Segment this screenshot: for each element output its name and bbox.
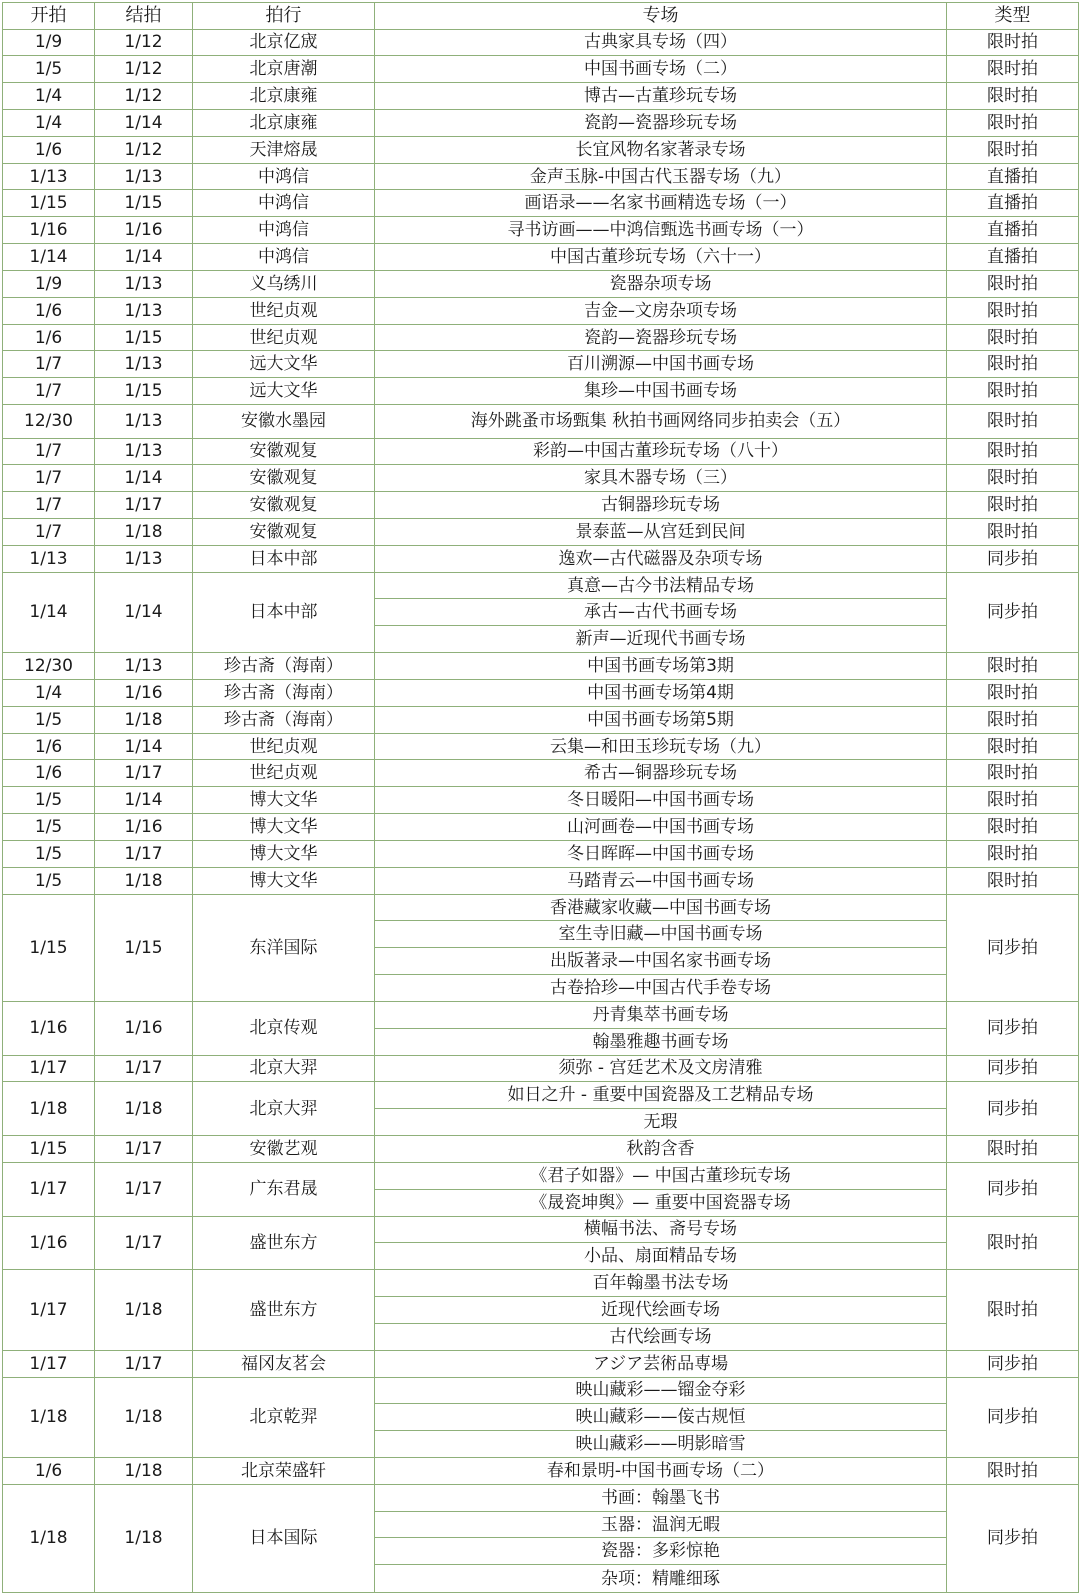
table-row	[3, 465, 1079, 492]
start-date-cell: 1/13	[3, 545, 95, 572]
end-date-cell: 1/14	[95, 465, 193, 492]
session-cell: 百川溯源—中国书画专场	[375, 351, 947, 378]
session-cell: 杂项：精雕细琢	[375, 1565, 947, 1593]
table-row	[3, 351, 1079, 378]
table-row	[3, 814, 1079, 841]
header-end: 结拍	[95, 3, 193, 30]
auction-house-cell: 福冈友茗会	[193, 1350, 375, 1377]
end-date-cell: 1/12	[95, 56, 193, 83]
table-row	[3, 324, 1079, 351]
session-cell: 映山藏彩——镏金夺彩	[375, 1377, 947, 1404]
start-date-cell: 1/16	[3, 1001, 95, 1055]
auction-house-cell: 安徽观复	[193, 519, 375, 546]
end-date-cell: 1/17	[95, 1216, 193, 1270]
end-date-cell: 1/17	[95, 492, 193, 519]
auction-type-cell: 限时拍	[947, 760, 1079, 787]
table-row	[3, 29, 1079, 56]
end-date-cell: 1/15	[95, 894, 193, 1001]
start-date-cell: 1/15	[3, 190, 95, 217]
auction-type-cell: 直播拍	[947, 244, 1079, 271]
auction-house-cell: 安徽艺观	[193, 1136, 375, 1163]
auction-house-cell: 安徽观复	[193, 492, 375, 519]
start-date-cell: 1/7	[3, 378, 95, 405]
session-cell: 真意—古今书法精品专场	[375, 572, 947, 599]
auction-type-cell: 限时拍	[947, 297, 1079, 324]
auction-type-cell: 同步拍	[947, 1162, 1079, 1216]
session-cell: 瓷器杂项专场	[375, 270, 947, 297]
table-row	[3, 653, 1079, 680]
auction-type-cell: 同步拍	[947, 1377, 1079, 1457]
session-cell: 丹青集萃书画专场	[375, 1001, 947, 1028]
session-cell: 室生寺旧藏—中国书画专场	[375, 921, 947, 948]
session-cell: 逸欢—古代磁器及杂项专场	[375, 545, 947, 572]
start-date-cell: 1/5	[3, 867, 95, 894]
auction-type-cell: 同步拍	[947, 545, 1079, 572]
session-cell: アジア芸術品専場	[375, 1350, 947, 1377]
end-date-cell: 1/15	[95, 324, 193, 351]
auction-type-cell: 同步拍	[947, 1055, 1079, 1082]
auction-house-cell: 博大文华	[193, 787, 375, 814]
auction-type-cell: 限时拍	[947, 83, 1079, 110]
start-date-cell: 1/18	[3, 1377, 95, 1457]
start-date-cell: 1/17	[3, 1055, 95, 1082]
session-cell: 长宜风物名家著录专场	[375, 136, 947, 163]
session-cell: 古典家具专场（四）	[375, 29, 947, 56]
auction-type-cell: 限时拍	[947, 29, 1079, 56]
header-start: 开拍	[3, 3, 95, 30]
session-cell: 冬日晖晖—中国书画专场	[375, 840, 947, 867]
start-date-cell: 1/14	[3, 244, 95, 271]
auction-house-cell: 安徽观复	[193, 465, 375, 492]
auction-type-cell: 限时拍	[947, 56, 1079, 83]
table-row	[3, 545, 1079, 572]
start-date-cell: 1/5	[3, 840, 95, 867]
session-cell: 映山藏彩——侫古规恒	[375, 1404, 947, 1431]
table-row	[3, 405, 1079, 438]
auction-type-cell: 限时拍	[947, 324, 1079, 351]
end-date-cell: 1/17	[95, 1162, 193, 1216]
start-date-cell: 1/6	[3, 297, 95, 324]
session-cell: 马踏青云—中国书画专场	[375, 867, 947, 894]
table-row	[3, 1136, 1079, 1163]
auction-house-cell: 博大文华	[193, 814, 375, 841]
session-cell: 中国书画专场（二）	[375, 56, 947, 83]
auction-house-cell: 日本中部	[193, 545, 375, 572]
start-date-cell: 1/7	[3, 492, 95, 519]
auction-type-cell: 限时拍	[947, 351, 1079, 378]
auction-house-cell: 日本国际	[193, 1484, 375, 1592]
end-date-cell: 1/15	[95, 190, 193, 217]
table-row	[3, 438, 1079, 465]
auction-house-cell: 北京大羿	[193, 1082, 375, 1136]
end-date-cell: 1/16	[95, 679, 193, 706]
end-date-cell: 1/16	[95, 1001, 193, 1055]
table-row	[3, 894, 1079, 921]
auction-house-cell: 珍古斋（海南）	[193, 679, 375, 706]
end-date-cell: 1/14	[95, 733, 193, 760]
table-row	[3, 492, 1079, 519]
auction-house-cell: 北京唐潮	[193, 56, 375, 83]
session-cell: 博古—古董珍玩专场	[375, 83, 947, 110]
end-date-cell: 1/14	[95, 109, 193, 136]
session-cell: 吉金—文房杂项专场	[375, 297, 947, 324]
auction-type-cell: 限时拍	[947, 679, 1079, 706]
end-date-cell: 1/17	[95, 840, 193, 867]
end-date-cell: 1/14	[95, 244, 193, 271]
start-date-cell: 1/17	[3, 1270, 95, 1350]
session-cell: 云集—和田玉珍玩专场（九）	[375, 733, 947, 760]
start-date-cell: 1/5	[3, 56, 95, 83]
start-date-cell: 1/14	[3, 572, 95, 652]
end-date-cell: 1/18	[95, 1484, 193, 1592]
session-cell: 中国书画专场第4期	[375, 679, 947, 706]
session-cell: 《晟瓷坤舆》— 重要中国瓷器专场	[375, 1189, 947, 1216]
table-row	[3, 840, 1079, 867]
session-cell: 出版著录—中国名家书画专场	[375, 948, 947, 975]
start-date-cell: 1/6	[3, 1457, 95, 1484]
table-row	[3, 679, 1079, 706]
auction-type-cell: 限时拍	[947, 867, 1079, 894]
end-date-cell: 1/13	[95, 438, 193, 465]
session-cell: 承古—古代书画专场	[375, 599, 947, 626]
session-cell: 集珍—中国书画专场	[375, 378, 947, 405]
end-date-cell: 1/12	[95, 136, 193, 163]
auction-type-cell: 同步拍	[947, 894, 1079, 1001]
session-cell: 瓷韵—瓷器珍玩专场	[375, 109, 947, 136]
start-date-cell: 1/9	[3, 29, 95, 56]
auction-type-cell: 限时拍	[947, 519, 1079, 546]
end-date-cell: 1/17	[95, 1055, 193, 1082]
session-cell: 古卷拾珍—中国古代手卷专场	[375, 975, 947, 1002]
session-cell: 玉器：温润无暇	[375, 1511, 947, 1538]
end-date-cell: 1/13	[95, 405, 193, 438]
end-date-cell: 1/13	[95, 545, 193, 572]
table-row	[3, 1350, 1079, 1377]
auction-house-cell: 盛世东方	[193, 1216, 375, 1270]
session-cell: 百年翰墨书法专场	[375, 1270, 947, 1297]
end-date-cell: 1/14	[95, 572, 193, 652]
session-cell: 彩韵—中国古董珍玩专场（八十）	[375, 438, 947, 465]
start-date-cell: 1/15	[3, 1136, 95, 1163]
session-cell: 瓷韵—瓷器珍玩专场	[375, 324, 947, 351]
session-cell: 金声玉脉-中国古代玉器专场（九）	[375, 163, 947, 190]
end-date-cell: 1/16	[95, 217, 193, 244]
auction-type-cell: 限时拍	[947, 136, 1079, 163]
start-date-cell: 1/16	[3, 1216, 95, 1270]
table-row	[3, 56, 1079, 83]
session-cell: 《君子如器》— 中国古董珍玩专场	[375, 1162, 947, 1189]
session-cell: 中国书画专场第3期	[375, 653, 947, 680]
session-cell: 瓷器：多彩惊艳	[375, 1538, 947, 1565]
session-cell: 翰墨雅趣书画专场	[375, 1028, 947, 1055]
auction-type-cell: 限时拍	[947, 840, 1079, 867]
table-row	[3, 572, 1079, 599]
session-cell: 希古—铜器珍玩专场	[375, 760, 947, 787]
header-row	[3, 3, 1079, 30]
end-date-cell: 1/14	[95, 787, 193, 814]
table-row	[3, 244, 1079, 271]
auction-type-cell: 直播拍	[947, 217, 1079, 244]
auction-type-cell: 直播拍	[947, 190, 1079, 217]
auction-house-cell: 北京亿宬	[193, 29, 375, 56]
table-row	[3, 217, 1079, 244]
table-row	[3, 297, 1079, 324]
end-date-cell: 1/18	[95, 1457, 193, 1484]
auction-type-cell: 限时拍	[947, 1216, 1079, 1270]
session-cell: 冬日暖阳—中国书画专场	[375, 787, 947, 814]
start-date-cell: 1/15	[3, 894, 95, 1001]
auction-type-cell: 限时拍	[947, 653, 1079, 680]
start-date-cell: 12/30	[3, 405, 95, 438]
auction-type-cell: 限时拍	[947, 1270, 1079, 1350]
session-cell: 中国古董珍玩专场（六十一）	[375, 244, 947, 271]
auction-house-cell: 中鸿信	[193, 217, 375, 244]
auction-type-cell: 限时拍	[947, 405, 1079, 438]
auction-type-cell: 限时拍	[947, 706, 1079, 733]
auction-type-cell: 同步拍	[947, 1001, 1079, 1055]
auction-house-cell: 中鸿信	[193, 244, 375, 271]
end-date-cell: 1/13	[95, 351, 193, 378]
end-date-cell: 1/15	[95, 378, 193, 405]
table-row	[3, 1055, 1079, 1082]
end-date-cell: 1/18	[95, 1270, 193, 1350]
auction-house-cell: 远大文华	[193, 351, 375, 378]
start-date-cell: 1/17	[3, 1162, 95, 1216]
table-row	[3, 270, 1079, 297]
end-date-cell: 1/13	[95, 653, 193, 680]
auction-house-cell: 广东君晟	[193, 1162, 375, 1216]
session-cell: 无瑕	[375, 1109, 947, 1136]
auction-house-cell: 世纪贞观	[193, 760, 375, 787]
auction-house-cell: 安徽观复	[193, 438, 375, 465]
session-cell: 新声—近现代书画专场	[375, 626, 947, 653]
table-row	[3, 519, 1079, 546]
start-date-cell: 1/5	[3, 814, 95, 841]
table-row	[3, 1162, 1079, 1189]
table-row	[3, 136, 1079, 163]
auction-type-cell: 限时拍	[947, 438, 1079, 465]
auction-house-cell: 义乌绣川	[193, 270, 375, 297]
end-date-cell: 1/18	[95, 1377, 193, 1457]
auction-type-cell: 限时拍	[947, 270, 1079, 297]
start-date-cell: 1/17	[3, 1350, 95, 1377]
auction-house-cell: 世纪贞观	[193, 733, 375, 760]
table-row	[3, 760, 1079, 787]
auction-type-cell: 限时拍	[947, 465, 1079, 492]
start-date-cell: 1/16	[3, 217, 95, 244]
session-cell: 山河画卷—中国书画专场	[375, 814, 947, 841]
table-row	[3, 787, 1079, 814]
table-row	[3, 1377, 1079, 1404]
auction-house-cell: 中鸿信	[193, 190, 375, 217]
session-cell: 春和景明-中国书画专场（二）	[375, 1457, 947, 1484]
table-row	[3, 733, 1079, 760]
auction-type-cell: 限时拍	[947, 492, 1079, 519]
end-date-cell: 1/16	[95, 814, 193, 841]
session-cell: 须弥 - 宫廷艺术及文房清雅	[375, 1055, 947, 1082]
session-cell: 家具木器专场（三）	[375, 465, 947, 492]
auction-type-cell: 限时拍	[947, 1457, 1079, 1484]
auction-type-cell: 限时拍	[947, 378, 1079, 405]
start-date-cell: 1/6	[3, 760, 95, 787]
session-cell: 古铜器珍玩专场	[375, 492, 947, 519]
start-date-cell: 1/6	[3, 324, 95, 351]
session-cell: 景泰蓝—从宫廷到民间	[375, 519, 947, 546]
start-date-cell: 1/6	[3, 733, 95, 760]
table-row	[3, 867, 1079, 894]
session-cell: 寻书访画——中鸿信甄选书画专场（一）	[375, 217, 947, 244]
session-cell: 画语录——名家书画精选专场（一）	[375, 190, 947, 217]
session-cell: 书画：翰墨飞书	[375, 1484, 947, 1511]
end-date-cell: 1/17	[95, 1136, 193, 1163]
end-date-cell: 1/18	[95, 867, 193, 894]
start-date-cell: 12/30	[3, 653, 95, 680]
end-date-cell: 1/13	[95, 163, 193, 190]
end-date-cell: 1/17	[95, 1350, 193, 1377]
table-body	[3, 29, 1079, 1593]
header-house: 拍行	[193, 3, 375, 30]
start-date-cell: 1/9	[3, 270, 95, 297]
end-date-cell: 1/18	[95, 1082, 193, 1136]
auction-house-cell: 北京康雍	[193, 109, 375, 136]
header-type: 类型	[947, 3, 1079, 30]
auction-house-cell: 北京康雍	[193, 83, 375, 110]
end-date-cell: 1/18	[95, 519, 193, 546]
start-date-cell: 1/4	[3, 679, 95, 706]
start-date-cell: 1/4	[3, 83, 95, 110]
auction-house-cell: 日本中部	[193, 572, 375, 652]
auction-type-cell: 直播拍	[947, 163, 1079, 190]
auction-house-cell: 珍古斋（海南）	[193, 653, 375, 680]
table-row	[3, 1001, 1079, 1028]
end-date-cell: 1/12	[95, 83, 193, 110]
start-date-cell: 1/5	[3, 706, 95, 733]
start-date-cell: 1/7	[3, 465, 95, 492]
session-cell: 映山藏彩——明影暗雪	[375, 1431, 947, 1458]
table-row	[3, 706, 1079, 733]
auction-type-cell: 同步拍	[947, 1484, 1079, 1592]
header-session: 专场	[375, 3, 947, 30]
session-cell: 横幅书法、斋号专场	[375, 1216, 947, 1243]
start-date-cell: 1/5	[3, 787, 95, 814]
table-row	[3, 1484, 1079, 1511]
start-date-cell: 1/13	[3, 163, 95, 190]
auction-house-cell: 北京大羿	[193, 1055, 375, 1082]
auction-house-cell: 中鸿信	[193, 163, 375, 190]
auction-type-cell: 同步拍	[947, 1082, 1079, 1136]
table-row	[3, 1457, 1079, 1484]
auction-house-cell: 安徽水墨园	[193, 405, 375, 438]
session-cell: 中国书画专场第5期	[375, 706, 947, 733]
auction-house-cell: 天津熔晟	[193, 136, 375, 163]
auction-house-cell: 东洋国际	[193, 894, 375, 1001]
table-row	[3, 190, 1079, 217]
session-cell: 古代绘画专场	[375, 1323, 947, 1350]
start-date-cell: 1/4	[3, 109, 95, 136]
auction-house-cell: 北京乾羿	[193, 1377, 375, 1457]
table-row	[3, 378, 1079, 405]
start-date-cell: 1/7	[3, 351, 95, 378]
auction-house-cell: 远大文华	[193, 378, 375, 405]
auction-type-cell: 限时拍	[947, 1136, 1079, 1163]
session-cell: 秋韵含香	[375, 1136, 947, 1163]
auction-type-cell: 限时拍	[947, 787, 1079, 814]
table-row	[3, 163, 1079, 190]
table-row	[3, 83, 1079, 110]
auction-house-cell: 盛世东方	[193, 1270, 375, 1350]
auction-house-cell: 博大文华	[193, 840, 375, 867]
session-cell: 海外跳蚤市场甄集 秋拍书画网络同步拍卖会（五）	[375, 405, 947, 438]
start-date-cell: 1/18	[3, 1082, 95, 1136]
session-cell: 近现代绘画专场	[375, 1297, 947, 1324]
session-cell: 香港藏家收藏—中国书画专场	[375, 894, 947, 921]
session-cell: 小品、扇面精品专场	[375, 1243, 947, 1270]
start-date-cell: 1/6	[3, 136, 95, 163]
session-cell: 如日之升 - 重要中国瓷器及工艺精品专场	[375, 1082, 947, 1109]
auction-type-cell: 同步拍	[947, 1350, 1079, 1377]
end-date-cell: 1/13	[95, 297, 193, 324]
start-date-cell: 1/7	[3, 438, 95, 465]
auction-house-cell: 北京传观	[193, 1001, 375, 1055]
auction-type-cell: 限时拍	[947, 733, 1079, 760]
table-row	[3, 1270, 1079, 1297]
auction-house-cell: 世纪贞观	[193, 297, 375, 324]
end-date-cell: 1/17	[95, 760, 193, 787]
auction-type-cell: 同步拍	[947, 572, 1079, 652]
auction-type-cell: 限时拍	[947, 814, 1079, 841]
table-row	[3, 1216, 1079, 1243]
end-date-cell: 1/13	[95, 270, 193, 297]
start-date-cell: 1/18	[3, 1484, 95, 1592]
auction-house-cell: 北京荣盛轩	[193, 1457, 375, 1484]
auction-table	[2, 2, 1079, 1593]
auction-house-cell: 珍古斋（海南）	[193, 706, 375, 733]
auction-house-cell: 博大文华	[193, 867, 375, 894]
table-row	[3, 109, 1079, 136]
end-date-cell: 1/12	[95, 29, 193, 56]
start-date-cell: 1/7	[3, 519, 95, 546]
auction-house-cell: 世纪贞观	[193, 324, 375, 351]
table-row	[3, 1082, 1079, 1109]
end-date-cell: 1/18	[95, 706, 193, 733]
auction-type-cell: 限时拍	[947, 109, 1079, 136]
